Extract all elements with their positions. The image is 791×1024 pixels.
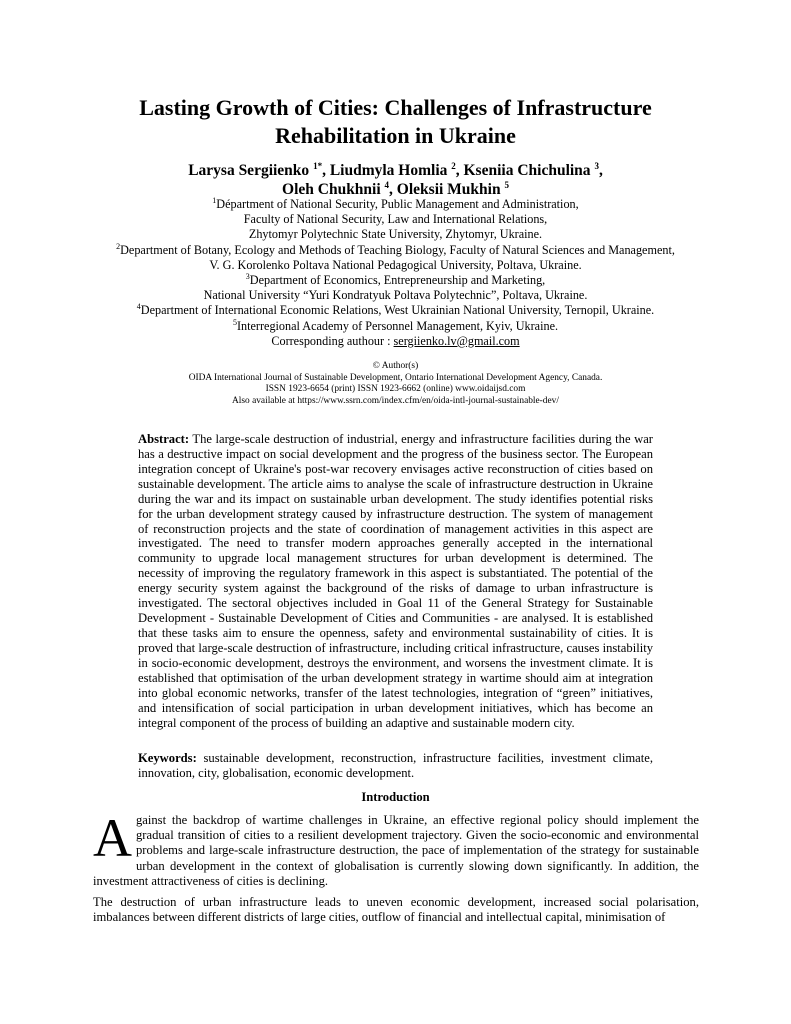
author-mark: 1* bbox=[313, 160, 323, 171]
title-line-1: Lasting Growth of Cities: Challenges of Infrastructure bbox=[139, 95, 652, 120]
affiliation-line bbox=[60, 319, 731, 334]
affiliations bbox=[60, 197, 731, 349]
affiliation-text: Départment of National Security, Public Management and Administration, bbox=[216, 197, 579, 211]
corresponding-label: Corresponding authour : bbox=[271, 333, 394, 348]
affiliation-line: National University “Yuri Kondratyuk Poltava Polytechnic”, Poltava, Ukraine. bbox=[203, 288, 588, 303]
paragraph-text: gainst the backdrop of wartime challenges in Ukraine, an effective regional policy should implement the gradual transition of cities to a resilient development trajectory. Given the socio-economic and environmental problems and large-scale infrastructure destruction, the pace of implementation of the strategy for sustainable urban development in the context of globalisation is currently slowing down significantly. In addition, the investment attractiveness of cities is declining. bbox=[93, 813, 699, 888]
section-heading-introduction: Introduction bbox=[361, 790, 430, 804]
affiliation-line: Zhytomyr Polytechnic State University, Zhytomyr, Ukraine. bbox=[248, 227, 543, 242]
author-mark: 4 bbox=[384, 179, 390, 190]
keywords-text: sustainable development, reconstruction, infrastructure facilities, investment climate, innovation, city, globalisation, economic development. bbox=[138, 751, 653, 780]
affiliation-mark: 3 bbox=[245, 271, 250, 281]
title-line-2: Rehabilitation in Ukraine bbox=[275, 123, 516, 148]
author-mark: 2 bbox=[451, 160, 456, 171]
affiliation-mark: 2 bbox=[116, 241, 121, 251]
author-list bbox=[60, 161, 731, 199]
author-name: , Oleksii Mukhin bbox=[389, 181, 505, 198]
keywords bbox=[138, 751, 653, 781]
affiliation-mark: 5 bbox=[232, 317, 237, 327]
author-separator: , bbox=[598, 162, 603, 179]
author-name: , Kseniia Chichulina bbox=[455, 162, 595, 179]
affiliation-line: V. G. Korolenko Poltava National Pedagogical University, Poltava, Ukraine. bbox=[209, 257, 582, 272]
intro-paragraph-2: The destruction of urban infrastructure leads to uneven economic development, increased social polarisation, imbalances between different districts of large cities, outflow of financial and intellectual capital, minimisation of bbox=[93, 895, 699, 925]
author-line-1 bbox=[60, 161, 731, 180]
author-mark: 5 bbox=[504, 179, 509, 190]
affiliation-mark: 1 bbox=[212, 195, 217, 205]
affiliation-line bbox=[60, 273, 731, 288]
affiliation-line: Faculty of National Security, Law and International Relations, bbox=[243, 212, 548, 227]
journal-name: OIDA International Journal of Sustainable Development, Ontario International Development Agency, Canada. bbox=[188, 372, 603, 383]
corresponding-email-link[interactable]: sergiienko.lv@gmail.com bbox=[393, 333, 520, 348]
affiliation-line bbox=[60, 243, 731, 258]
copyright-line: © Author(s) bbox=[372, 361, 419, 371]
abstract-text: The large-scale destruction of industrial, energy and infrastructure facilities during the war has a destructive impact on social development and the progress of the business sector. The European integration concept of Ukraine's post-war recovery envisages active reconstruction of cities based on sustainable development. The article aims to analyse the scale of infrastructure destruction in Ukraine during the war and its impact on sustainable urban development. The study identifies potential risks for the urban development strategy caused by infrastructure destruction. The system of management of reconstruction projects and the state of coordination of management activities in this aspect are investigated. The need to transfer modern approaches generally accepted in the international community to upgrade local management structures for urban development is determined. The necessity of improving the regulatory framework in this aspect is substantiated. The potential of the energy security system against the background of the risks of damage to urban infrastructure is investigated. The sectoral objectives included in Goal 11 of the General Strategy for Sustainable Development - Sustainable Development of Cities and Communities - are analysed. It is established that these tasks aim to ensure the openness, safety and environmental sustainability of cities. It is proved that large-scale destruction of infrastructure, including critical infrastructure, causes instability in socio-economic development, destroys the environment, and worsens the investment climate. It is established that optimisation of the urban development strategy in wartime should aim at integration into global economic networks, transfer of the latest technologies, integration of “green” initiatives, and intensification of social participation in urban development initiatives, which has become an integral component of the process of building an adaptive and sustainable modern city. bbox=[138, 432, 653, 730]
intro-paragraph-1 bbox=[93, 808, 699, 889]
affiliation-text: Department of Economics, Entrepreneurship and Marketing, bbox=[249, 273, 546, 288]
abstract bbox=[138, 432, 653, 730]
journal-also-available: Also available at https://www.ssrn.com/index.cfm/en/oida-intl-journal-sustainable-dev/ bbox=[232, 395, 559, 406]
author-mark: 3 bbox=[594, 160, 599, 171]
affiliation-line bbox=[60, 303, 731, 318]
abstract-label: Abstract: bbox=[138, 432, 190, 446]
paper-title bbox=[60, 94, 731, 150]
affiliation-text: Interregional Academy of Personnel Management, Kyiv, Ukraine. bbox=[236, 318, 559, 333]
journal-issn: ISSN 1923-6654 (print) ISSN 1923-6662 (online) www.oidaijsd.com bbox=[265, 384, 526, 395]
author-name: Oleh Chukhnii bbox=[282, 181, 385, 198]
author-name: Larysa Sergiienko bbox=[188, 162, 314, 179]
keywords-label: Keywords: bbox=[138, 751, 197, 765]
corresponding-author bbox=[60, 334, 731, 349]
affiliation-line bbox=[60, 197, 731, 212]
affiliation-text: Department of International Economic Relations, West Ukrainian National University, Ternopil, Ukraine. bbox=[140, 303, 655, 318]
journal-info bbox=[60, 361, 731, 407]
affiliation-text: Department of Botany, Ecology and Methods of Teaching Biology, Faculty of Natural Sciences and Management, bbox=[120, 242, 675, 257]
affiliation-mark: 4 bbox=[136, 302, 141, 312]
author-name: , Liudmyla Homlia bbox=[322, 162, 452, 179]
drop-cap: A bbox=[93, 808, 132, 868]
